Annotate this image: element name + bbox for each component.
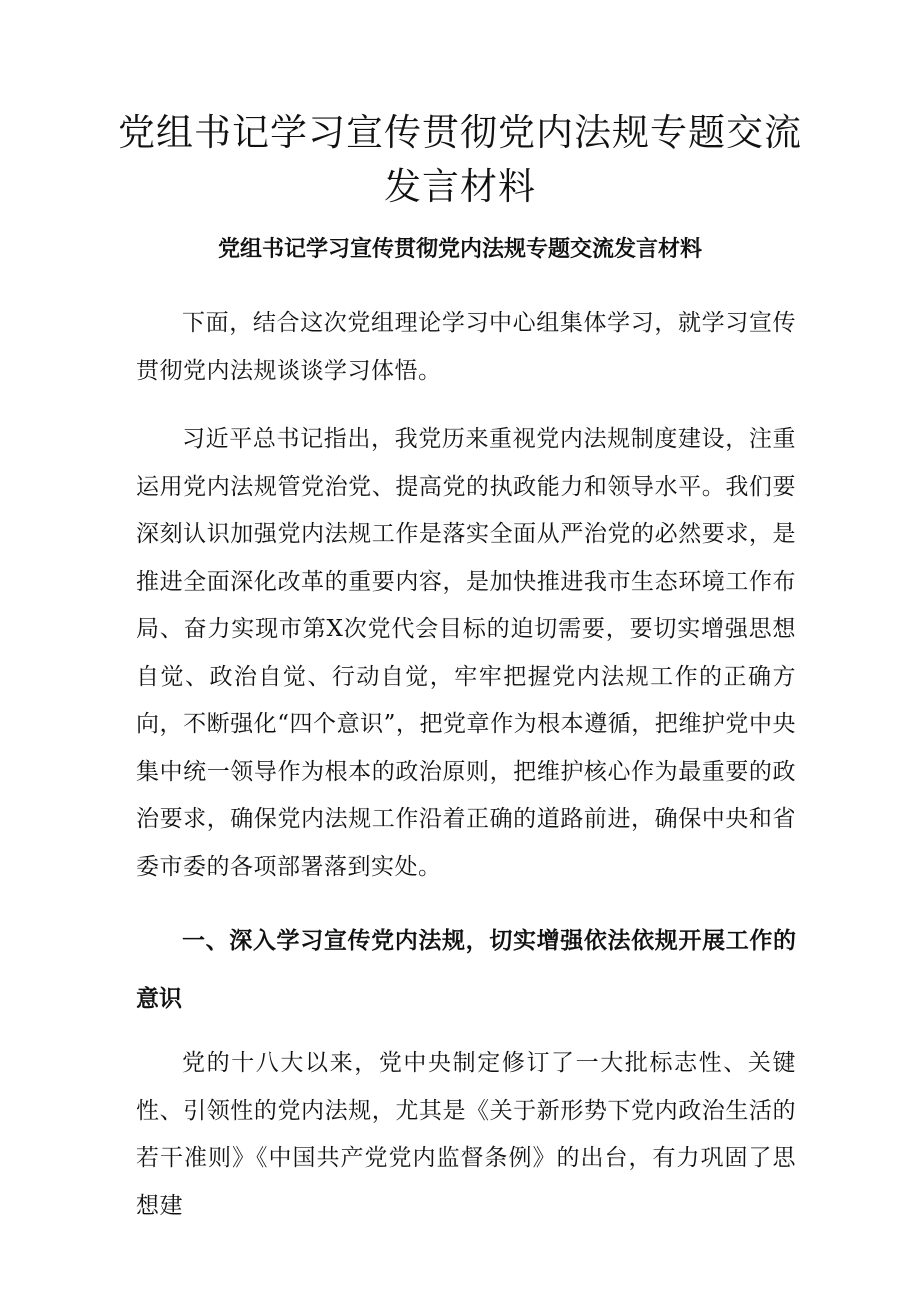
document-title: 党组书记学习宣传贯彻党内法规专题交流发言材料: [118, 111, 802, 208]
section-heading: 一、深入学习宣传党内法规，切实增强依法依规开展工作的意识: [136, 928, 796, 1012]
body-paragraph: 习近平总书记指出，我党历来重视党内法规制度建设，注重运用党内法规管党治党、提高党的执政能力和领导水平。我们要深刻认识加强党内法规工作是落实全面从严治党的必然要求，是推进全面深化改革的重要内容，是加快推进我市生态环境工作布局、奋力实现市第X次党代会目标的迫切需要，要切实增强思想自觉、政治自觉、行动自觉，牢牢把握党内法规工作的正确方向，不断强化“四个意识”，把党章作为根本遵循，把维护党中央集中统一领导作为根本的政治原则，把维护核心作为最重要的政治要求，确保党内法规工作沿着正确的道路前进，确保中央和省委市委的各项部署落到实处。: [136, 426, 796, 880]
document-subtitle: 党组书记学习宣传贯彻党内法规专题交流发言材料: [217, 237, 702, 262]
intro-paragraph: 下面，结合这次党组理论学习中心组集体学习，就学习宣传贯彻党内法规谈谈学习体悟。: [136, 310, 796, 384]
section-paragraph: 党的十八大以来，党中央制定修订了一大批标志性、关键性、引领性的党内法规，尤其是《关于新形势下党内政治生活的若干准则》《中国共产党党内监督条例》的出台，有力巩固了思想建: [136, 1050, 796, 1219]
